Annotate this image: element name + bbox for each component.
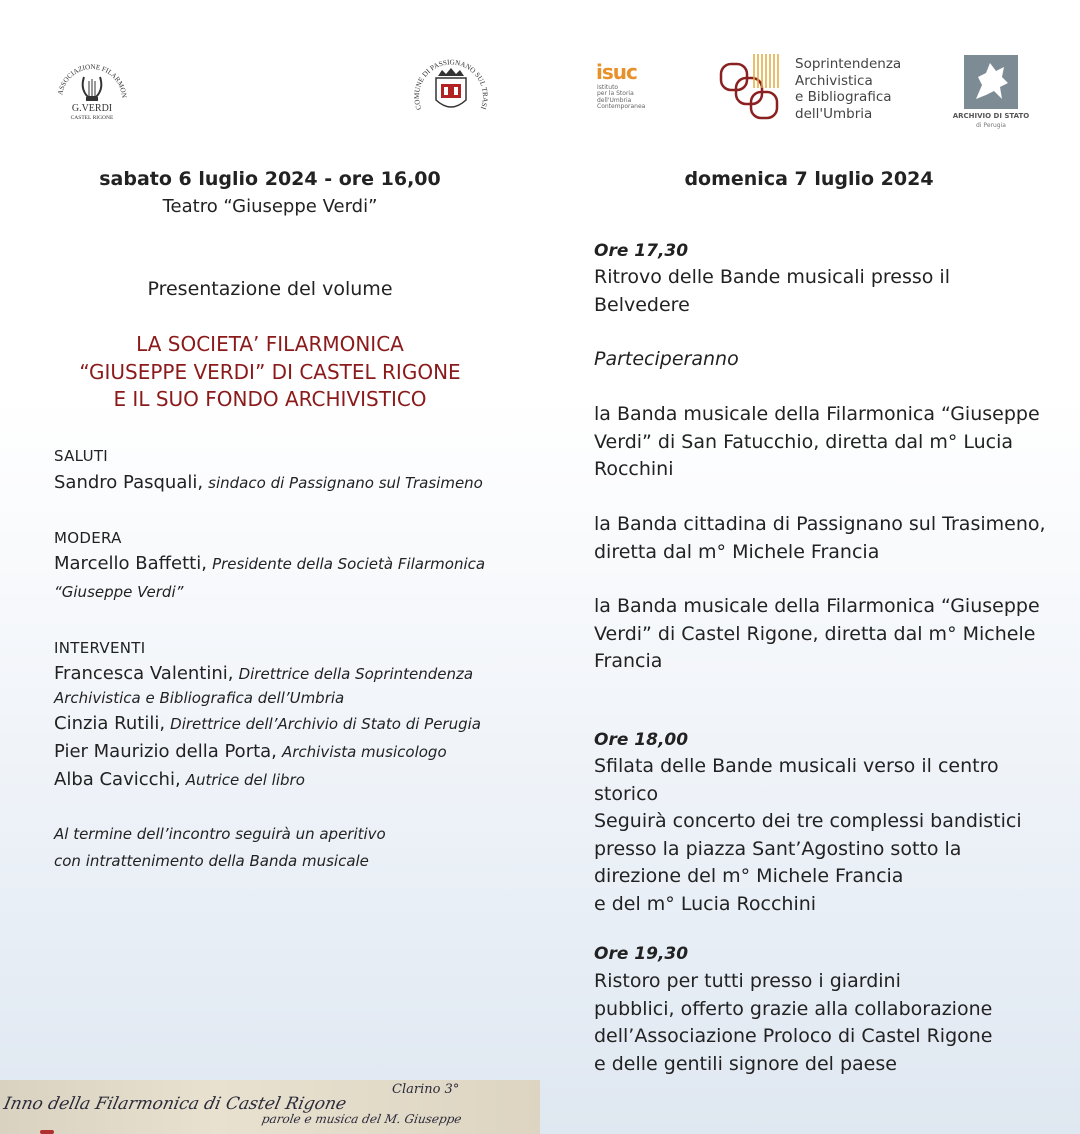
- soprintendenza-line: e Bibliografica: [795, 89, 892, 105]
- isuc-line: dell'Umbria: [597, 96, 632, 104]
- interventi-heading: INTERVENTI: [54, 639, 146, 657]
- manuscript-title: Inno della Filarmonica di Castel Rigone: [1, 1094, 349, 1114]
- speaker-name: Francesca Valentini,: [54, 663, 234, 684]
- logo-filarmonica: [52, 55, 132, 127]
- left-venue: Teatro “Giuseppe Verdi”: [162, 196, 378, 217]
- text-line: presso la piazza Sant’Agostino sotto la: [594, 837, 962, 860]
- speaker-name: Sandro Pasquali,: [54, 472, 204, 493]
- logo-archivio: [952, 55, 1030, 133]
- band-2: [594, 511, 1046, 566]
- text-line: Seguirà concerto dei tre complessi bandistici: [594, 810, 1022, 832]
- soprintendenza-line: dell'Umbria: [795, 105, 873, 122]
- text-line: Rocchini: [594, 458, 674, 480]
- svg-text:COMUNE DI PASSIGNANO SUL TRASI: COMUNE DI PASSIGNANO SUL TRASI: [412, 58, 490, 111]
- text-line: Ristoro per tutti presso i giardini: [594, 970, 901, 992]
- speaker-name: Cinzia Rutili,: [54, 713, 166, 734]
- isuc-line: per la Storia: [597, 90, 634, 98]
- closing-line: con intrattenimento della Banda musicale: [54, 852, 369, 870]
- text-line: direzione del m° Michele Francia: [594, 865, 904, 887]
- manuscript-subtitle: parole e musica del M. Giuseppe: [260, 1112, 463, 1126]
- filarmonica-place: CASTEL RIGONE: [70, 115, 114, 121]
- text-line: e del m° Lucia Rocchini: [594, 892, 817, 915]
- saluti-heading: SALUTI: [54, 447, 109, 465]
- soprintendenza-line: Soprintendenza: [795, 56, 902, 72]
- text-line: Sfilata delle Bande musicali verso il centro: [594, 755, 999, 777]
- book-title: [40, 331, 500, 414]
- book-title-line: “GIUSEPPE VERDI” DI CASTEL RIGONE: [79, 359, 461, 384]
- block1-text: [594, 264, 950, 319]
- archivio-name: ARCHIVIO DI STATO: [952, 112, 1030, 120]
- time-1930: Ore 19,30: [594, 944, 689, 964]
- text-line: Belvedere: [594, 293, 690, 316]
- logo-comune: [410, 48, 492, 132]
- filarmonica-name: G.VERDI: [71, 103, 113, 114]
- block2-text: [594, 753, 1022, 918]
- isuc-line: Contemporanea: [597, 102, 646, 110]
- left-date: sabato 6 luglio 2024 - ore 16,00: [99, 168, 441, 190]
- isuc-name: isuc: [596, 60, 637, 84]
- participants-heading: Parteciperanno: [594, 348, 739, 370]
- manuscript-corner: Clarino 3°: [392, 1082, 460, 1097]
- speaker-role: Autrice del libro: [185, 771, 305, 789]
- logo-soprintendenza: [718, 52, 908, 122]
- text-line: la Banda musicale della Filarmonica “Giuseppe: [594, 595, 1040, 617]
- speaker-role: Direttrice dell’Archivio di Stato di Perugia: [170, 715, 481, 733]
- right-date: domenica 7 luglio 2024: [684, 168, 934, 190]
- text-line: Francia: [594, 650, 663, 672]
- text-line: la Banda cittadina di Passignano sul Trasimeno,: [594, 513, 1046, 535]
- time-1730: Ore 17,30: [594, 241, 689, 261]
- book-title-line: E IL SUO FONDO ARCHIVISTICO: [113, 387, 427, 411]
- speaker-role: Presidente della Società Filarmonica: [212, 555, 486, 573]
- text-line: Verdi” di Castel Rigone, diretta dal m° Michele: [594, 622, 1036, 645]
- text-line: Ritrovo delle Bande musicali presso il: [594, 266, 950, 288]
- speaker-role: Archivista musicologo: [282, 743, 447, 761]
- band-1: [594, 401, 1040, 484]
- text-line: storico: [594, 782, 659, 805]
- speaker-role-cont: Archivistica e Bibliografica dell’Umbria: [54, 689, 345, 707]
- logo-isuc: [596, 60, 676, 110]
- presentation-label: Presentazione del volume: [147, 278, 393, 300]
- closing-note: [54, 821, 386, 875]
- soprintendenza-mark-icon: [718, 52, 784, 120]
- isuc-line: Istituto: [597, 84, 619, 91]
- text-line: la Banda musicale della Filarmonica “Giuseppe: [594, 403, 1040, 425]
- manuscript-image: [0, 1080, 540, 1134]
- interventi-entry: [54, 741, 447, 762]
- speaker-name: Marcello Baffetti,: [54, 553, 207, 574]
- svg-text:ASSOCIAZIONE FILARMONICA: ASSOCIAZIONE FILARMON: [56, 62, 129, 99]
- archivio-place: di Perugia: [976, 122, 1006, 129]
- modera-heading: MODERA: [54, 529, 122, 547]
- griffin-icon: [964, 55, 1018, 109]
- text-line: e delle gentili signore del paese: [594, 1052, 897, 1075]
- soprintendenza-line: Archivistica: [795, 72, 873, 89]
- text-line: pubblici, offerto grazie alla collaborazione: [594, 997, 993, 1020]
- time-1800: Ore 18,00: [594, 730, 689, 750]
- speaker-role: sindaco di Passignano sul Trasimeno: [208, 474, 483, 492]
- band-3: [594, 593, 1040, 676]
- text-line: dell’Associazione Proloco di Castel Rigone: [594, 1025, 993, 1047]
- modera-entry: [54, 553, 485, 574]
- block3-text: [594, 968, 992, 1078]
- text-line: diretta dal m° Michele Francia: [594, 540, 880, 563]
- speaker-name: Alba Cavicchi,: [54, 769, 181, 790]
- interventi-entry: [54, 769, 305, 790]
- text-line: Verdi” di San Fatucchio, diretta dal m° Lucia: [594, 430, 1014, 453]
- speaker-role: Direttrice della Soprintendenza: [238, 665, 474, 683]
- saluti-entry: [54, 472, 483, 493]
- closing-line: Al termine dell’incontro seguirà un aperitivo: [54, 825, 386, 843]
- book-title-line: LA SOCIETA’ FILARMONICA: [136, 332, 404, 356]
- interventi-entry: [54, 663, 473, 684]
- speaker-role-cont: “Giuseppe Verdi”: [54, 583, 184, 601]
- interventi-entry: [54, 713, 481, 734]
- speaker-name: Pier Maurizio della Porta,: [54, 741, 277, 762]
